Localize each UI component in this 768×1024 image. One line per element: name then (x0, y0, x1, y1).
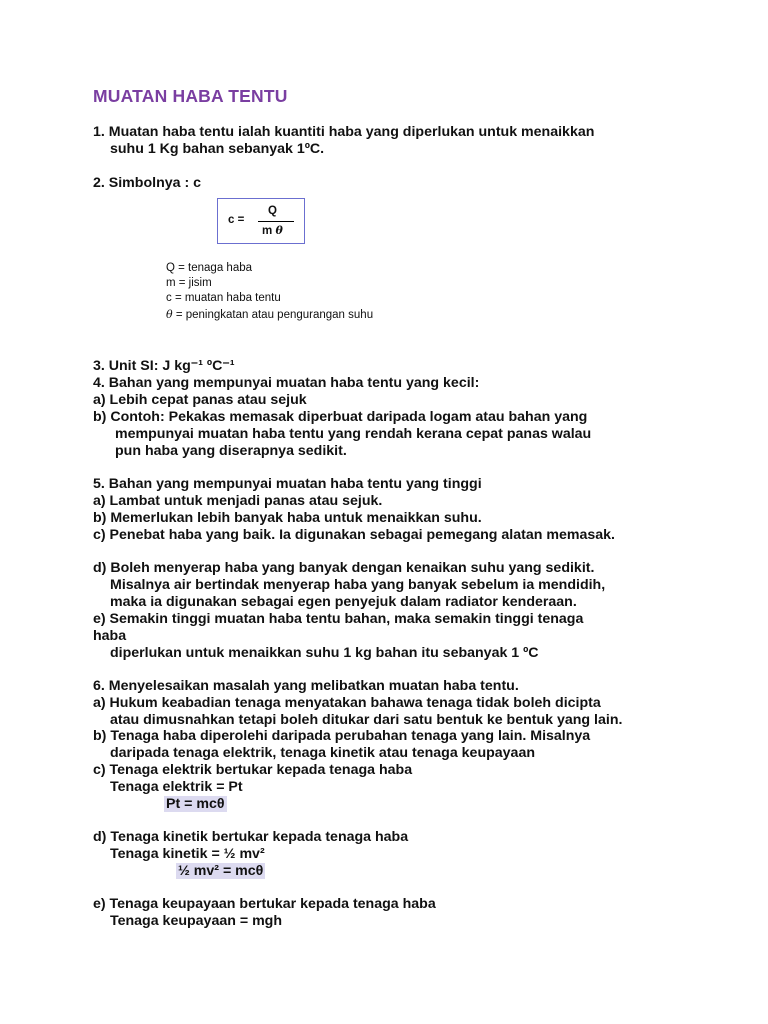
text-line: haba (93, 628, 127, 644)
page-title: MUATAN HABA TENTU (93, 86, 288, 106)
text-line: 2. Simbolnya : c (93, 175, 202, 191)
definition-line: θ = peningkatan atau pengurangan suhu (166, 308, 374, 321)
text-line: b) Tenaga haba diperolehi daripada perubahan tenaga yang lain. Misalnya (93, 728, 591, 744)
definition-line: Q = tenaga haba (166, 262, 253, 274)
text-line: a) Lambat untuk menjadi panas atau sejuk. (93, 493, 383, 509)
text-line: 1. Muatan haba tentu ialah kuantiti haba yang diperlukan untuk menaikkan (93, 124, 595, 140)
text-line: a) Lebih cepat panas atau sejuk (93, 392, 307, 408)
text-line: Misalnya air bertindak menyerap haba yang banyak sebelum ia mendidih, (110, 577, 606, 593)
definition-line: m = jisim (166, 277, 212, 289)
text-line: b) Contoh: Pekakas memasak diperbuat daripada logam atau bahan yang (93, 409, 588, 425)
highlighted-equation: Pt = mcθ (166, 796, 225, 812)
text-line: maka ia digunakan sebagai egen penyejuk dalam radiator kenderaan. (110, 594, 577, 610)
text-line: 3. Unit SI: J kg⁻¹ ºC⁻¹ (93, 358, 235, 374)
fraction-bar (258, 221, 294, 222)
text-line: suhu 1 Kg bahan sebanyak 1ºC. (110, 141, 325, 157)
text-line: d) Tenaga kinetik bertukar kepada tenaga haba (93, 829, 409, 845)
text-line: Tenaga keupayaan = mgh (110, 913, 283, 929)
text-line: daripada tenaga elektrik, tenaga kinetik atau tenaga keupayaan (110, 745, 536, 761)
formula-box (217, 198, 305, 244)
text-line: a) Hukum keabadian tenaga menyatakan bahawa tenaga tidak boleh dicipta (93, 695, 601, 711)
text-line: d) Boleh menyerap haba yang banyak dengan kenaikan suhu yang sedikit. (93, 560, 595, 576)
text-line: 4. Bahan yang mempunyai muatan haba tentu yang kecil: (93, 375, 480, 391)
formula-denominator: m θ (262, 224, 283, 237)
text-line: e) Tenaga keupayaan bertukar kepada tenaga haba (93, 896, 436, 912)
text-line: e) Semakin tinggi muatan haba tentu bahan, maka semakin tinggi tenaga (93, 611, 584, 627)
formula-numerator: Q (268, 205, 277, 217)
text-line: pun haba yang diserapnya sedikit. (115, 443, 347, 459)
highlighted-equation: ½ mv² = mcθ (178, 863, 264, 879)
text-line: 5. Bahan yang mempunyai muatan haba tentu yang tinggi (93, 476, 482, 492)
text-line: c) Tenaga elektrik bertukar kepada tenaga haba (93, 762, 413, 778)
definition-line: c = muatan haba tentu (166, 292, 281, 304)
text-line: c) Penebat haba yang baik. Ia digunakan sebagai pemegang alatan memasak. (93, 527, 615, 543)
formula-lhs: c = (228, 214, 245, 226)
text-line: Tenaga kinetik = ½ mv² (110, 846, 265, 862)
text-line: mempunyai muatan haba tentu yang rendah kerana cepat panas walau (115, 426, 592, 442)
text-line: Tenaga elektrik = Pt (110, 779, 243, 795)
text-line: atau dimusnahkan tetapi boleh ditukar dari satu bentuk ke bentuk yang lain. (110, 712, 623, 728)
text-line: b) Memerlukan lebih banyak haba untuk menaikkan suhu. (93, 510, 482, 526)
text-line: 6. Menyelesaikan masalah yang melibatkan muatan haba tentu. (93, 678, 519, 694)
text-line: diperlukan untuk menaikkan suhu 1 kg bahan itu sebanyak 1 ºC (110, 645, 539, 661)
